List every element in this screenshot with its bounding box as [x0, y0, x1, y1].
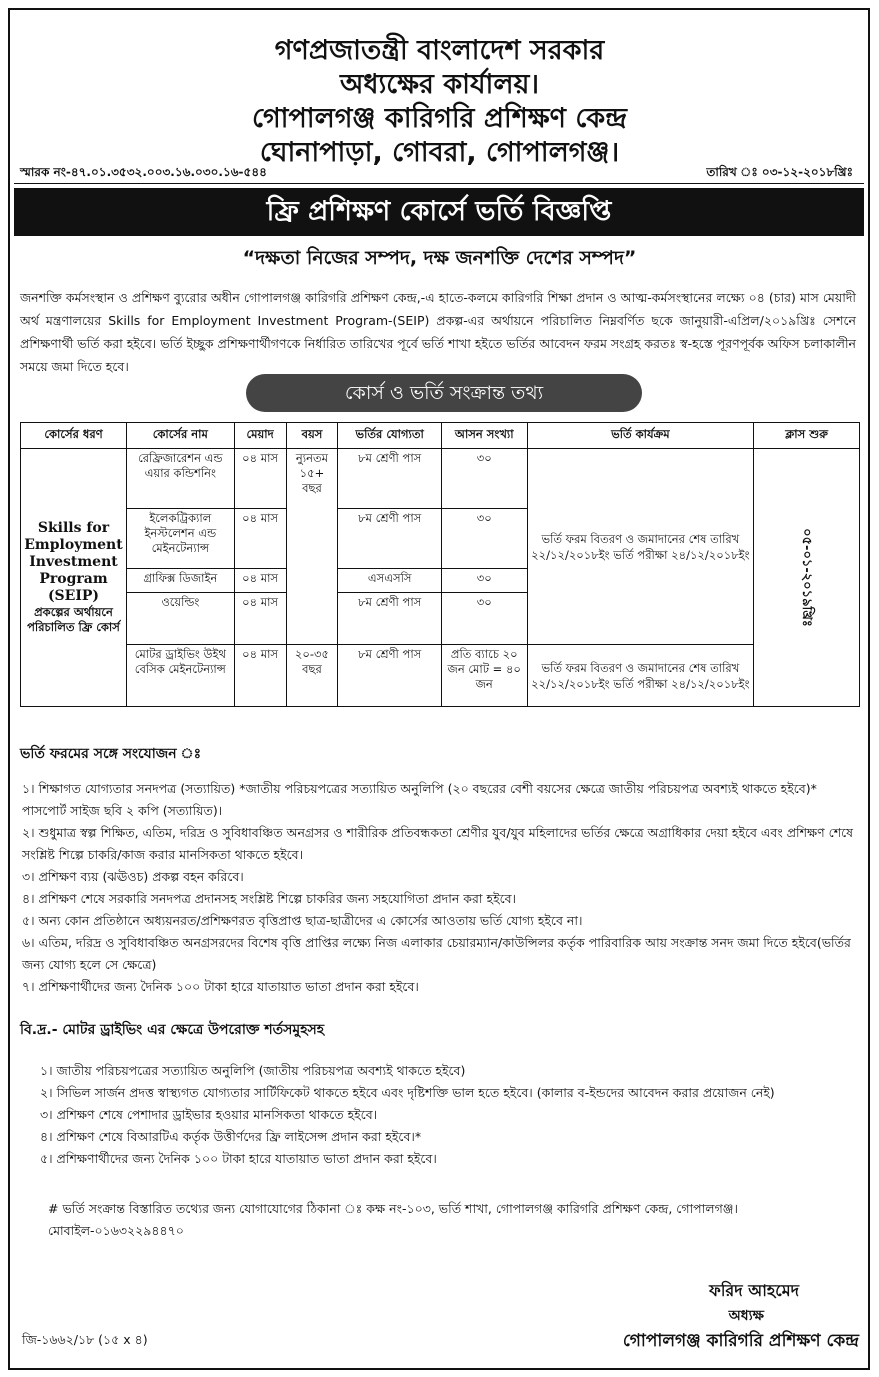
table-row — [21, 449, 860, 509]
gazette-ref: জি-১৬৬২/১৮ (১৫ x ৪) — [22, 1332, 148, 1347]
header-divider — [14, 183, 864, 184]
course-name: ওয়েল্ডিং — [126, 593, 234, 645]
col-course-name: কোর্সের নাম — [126, 423, 234, 449]
course-duration: ০৪ মাস — [234, 449, 286, 509]
course-name: মোটর ড্রাইভিং উইথ বেসিক মেইনটেন্যান্স — [126, 645, 234, 707]
col-class-start: ক্লাস শুরু — [754, 423, 860, 449]
col-seats: আসন সংখ্যা — [441, 423, 527, 449]
header-office: অধ্যক্ষের কার্যালয়। — [339, 69, 540, 100]
col-qualification: ভর্তির যোগ্যতা — [338, 423, 442, 449]
course-seats: ৩০ — [441, 509, 527, 569]
header-govt: গণপ্রজাতন্ত্রী বাংলাদেশ সরকার — [274, 35, 605, 66]
course-seats: প্রতি ব্যাচে ২০ জন মোট = ৪০ জন — [441, 645, 527, 707]
course-name: ইলেকট্রিক্যাল ইনস্টলেশন এন্ড মেইনটেন্যান্স — [126, 509, 234, 569]
signatory-title: অধ্যক্ষ — [728, 1308, 764, 1324]
program-cell — [21, 449, 127, 707]
list-item: ২। শুধুমাত্র স্বল্প শিক্ষিত, এতিম, দরিদ্র ও সুবিধাবঞ্চিত অনগ্রসর ও শারীরিক প্রতিবন্ধকতা শ্রেণীর যুব/যুব মহিলাদের ভর্তির ক্ষেত্রে অগ্রাধিকার দেয়া হইবে এবং প্রশিক্ষণ শেষে সংশ্লিষ্ট শিল্পে চাকরি/কাজ করার মানসিকতা থাকতে হইবে। — [22, 825, 854, 862]
signatory-name: ফরিদ আহমেদ — [709, 1281, 799, 1300]
list-item: ৪। প্রশিক্ষণ শেষে সরকারি সনদপত্র প্রদানসহ সংশ্লিষ্ট শিল্পে চাকরির জন্য সহযোগিতা প্রদান করা হইবে। — [22, 891, 517, 906]
list-item: ৫। প্রশিক্ষণার্থীদের জন্য দৈনিক ১০০ টাকা হারে যাতায়াত ভাতা প্রদান করা হইবে। — [40, 1151, 437, 1166]
course-info-heading: কোর্স ও ভর্তি সংক্রান্ত তথ্য — [246, 374, 642, 412]
course-seats: ৩০ — [441, 569, 527, 593]
course-duration: ০৪ মাস — [234, 645, 286, 707]
header-address: ঘোনাপাড়া, গোবরা, গোপালগঞ্জ। — [259, 137, 620, 168]
header-institute: গোপালগঞ্জ কারিগরি প্রশিক্ষণ কেন্দ্র — [251, 103, 628, 134]
signatory-org: গোপালগঞ্জ কারিগরি প্রশিক্ষণ কেন্দ্র — [622, 1331, 859, 1351]
course-duration: ০৪ মাস — [234, 569, 286, 593]
admission-info: ভর্তি ফরম বিতরণ ও জমাদানের শেষ তারিখ ২২/১২/২০১৮ইং ভর্তি পরীক্ষা ২৪/১২/২০১৮ইং — [527, 645, 754, 707]
list-item: ৬। এতিম, দরিদ্র ও সুবিধাবঞ্চিত অনগ্রসরদের বিশেষ বৃত্তি প্রাপ্তির লক্ষ্যে নিজ এলাকার চেয়ারম্যান/কাউন্সিলর কর্তৃক পারিবারিক আয় সংক্রান্ত সনদ জমা দিতে হইবে(ভর্তির জন্য যোগ্য হলে সে ক্ষেত্রে) — [22, 935, 851, 972]
course-table — [20, 422, 860, 707]
admission-info: ভর্তি ফরম বিতরণ ও জমাদানের শেষ তারিখ ২২/১২/২০১৮ইং ভর্তি পরীক্ষা ২৪/১২/২০১৮ইং — [527, 449, 754, 645]
table-header-row — [21, 423, 860, 449]
course-seats: ৩০ — [441, 593, 527, 645]
class-start-date: ০৫-০১-২০১৯খ্রিঃ — [799, 528, 815, 627]
col-admission: ভর্তি কার্যক্রম — [527, 423, 754, 449]
intro-paragraph: জনশক্তি কর্মসংস্থান ও প্রশিক্ষণ ব্যুরোর অধীন গোপালগঞ্জ কারিগরি প্রশিক্ষণ কেন্দ্র,-এ হাতে-কলমে কারিগরি শিক্ষা প্রদান ও আত্ম-কর্মসংস্থানের লক্ষ্যে ০৪ (চার) মাস মেয়াদী অর্থ মন্ত্রণালয়ের Skills for Employment Investment Program-(SEIP) প্রকল্প-এর অর্থায়নে পরিচালিত নিম্নবর্ণিত ছকে জানুয়ারী-এপ্রিল/২০১৯খ্রিঃ সেশনে প্রশিক্ষণার্থী ভর্তি করা হইবে। ভর্তি ইচ্ছুক প্রশিক্ষণার্থীগণকে নির্ধারিত তারিখের পূর্বে ভর্তি শাখা হইতে ভর্তির আবেদন ফরম সংগ্রহ করতঃ স্ব-হস্তে পূরণপূর্বক অফিস চলাকালীন সময়ে জমা দিতে হবে। — [20, 290, 856, 374]
list-item: ৪। প্রশিক্ষণ শেষে বিআরটিএ কর্তৃক উত্তীর্ণদের ফ্রি লাইসেন্স প্রদান করা হইবে।* — [40, 1129, 422, 1144]
list-item: ৫। অন্য কোন প্রতিষ্ঠানে অধ্যয়নরত/প্রশিক্ষণরত বৃত্তিপ্রাপ্ত ছাত্র-ছাত্রীদের এ কোর্সের আওতায় ভর্তি যোগ্য হইবে না। — [22, 913, 583, 928]
top-right-rule — [770, 0, 870, 10]
list-item: ১। শিক্ষাগত যোগ্যতার সনদপত্র (সত্যায়িত) *জাতীয় পরিচয়পত্রের সত্যায়িত অনুলিপি (২০ বছরের বেশী বয়সের ক্ষেত্রে জাতীয় পরিচয়পত্র অবশ্যই থাকতে হইবে)* পাসপোর্ট সাইজ ছবি ২ কপি (সত্যায়িত)। — [22, 781, 817, 818]
course-age: ২০-৩৫ বছর — [286, 645, 338, 707]
course-duration: ০৪ মাস — [234, 593, 286, 645]
course-qualification: ৮ম শ্রেণী পাস — [338, 593, 442, 645]
driving-conditions-list — [40, 1060, 860, 1170]
course-qualification: ৮ম শ্রেণী পাস — [338, 645, 442, 707]
attachments-heading: ভর্তি ফরমের সঙ্গে সংযোজন ঃ — [20, 746, 202, 762]
table-row — [21, 645, 860, 707]
course-name: রেফ্রিজারেশন এন্ড এয়ার কন্ডিশনিং — [126, 449, 234, 509]
attachments-list — [22, 778, 860, 998]
driving-note-heading: বি.দ্র.- মোটর ড্রাইভিং এর ক্ষেত্রে উপরোক্ত শর্তসমুহসহ — [20, 1022, 325, 1038]
contact-info: # ভর্তি সংক্রান্ত বিস্তারিত তথ্যের জন্য যোগাযোগের ঠিকানা ঃ কক্ষ নং-১০৩, ভর্তি শাখা, গোপালগঞ্জ কারিগরি প্রশিক্ষণ কেন্দ্র, গোপালগঞ্জ। মোবাইল-০১৬৩২২৯৪৪৭০ — [48, 1201, 738, 1238]
list-item: ২। সিভিল সার্জন প্রদত্ত স্বাস্থ্যগত যোগ্যতার সার্টিফিকেট থাকতে হইবে এবং দৃষ্টিশক্তি ভাল হতে হইবে। (কালার ব-ইন্ডদের আবেদন করার প্রয়োজন নেই) — [40, 1085, 775, 1100]
list-item: ১। জাতীয় পরিচয়পত্রের সত্যায়িত অনুলিপি (জাতীয় পরিচয়পত্র অবশ্যই থাকতে হইবে) — [40, 1063, 466, 1078]
col-duration: মেয়াদ — [234, 423, 286, 449]
list-item: ৩। প্রশিক্ষণ ব্যয় (ঝঊওচ) প্রকল্প বহন করিবে। — [22, 869, 244, 884]
list-item: ৩। প্রশিক্ষণ শেষে পেশাদার ড্রাইভার হওয়ার মানসিকতা থাকতে হইবে। — [40, 1107, 378, 1122]
col-age: বয়স — [286, 423, 338, 449]
program-name-en: Skills for Employment Investment Program (SEIP) — [24, 520, 123, 604]
notice-title-banner: ফ্রি প্রশিক্ষণ কোর্সে ভর্তি বিজ্ঞপ্তি — [14, 188, 864, 236]
memo-number: স্মারক নং-৪৭.০১.৩৫৩২.০০৩.১৬.০৩০.১৬-৫৪৪ — [20, 165, 267, 179]
notice-date: তারিখ ঃ ০৩-১২-২০১৮খ্রিঃ — [706, 165, 853, 179]
course-qualification: ৮ম শ্রেণী পাস — [338, 449, 442, 509]
course-seats: ৩০ — [441, 449, 527, 509]
program-name-bn: প্রকল্পের অর্থায়নে পরিচালিত ফ্রি কোর্স — [27, 605, 120, 634]
course-duration: ০৪ মাস — [234, 509, 286, 569]
course-qualification: এসএসসি — [338, 569, 442, 593]
list-item: ৭। প্রশিক্ষণার্থীদের জন্য দৈনিক ১০০ টাকা হারে যাতায়াত ভাতা প্রদান করা হইবে। — [22, 979, 419, 994]
class-start-cell — [754, 449, 860, 707]
col-course-type: কোর্সের ধরণ — [21, 423, 127, 449]
motto: “দক্ষতা নিজের সম্পদ, দক্ষ জনশক্তি দেশের সম্পদ” — [242, 247, 637, 269]
course-name: গ্রাফিক্স ডিজাইন — [126, 569, 234, 593]
age-min: ন্যুনতম ১৫+ বছর — [286, 449, 338, 645]
course-qualification: ৮ম শ্রেণী পাস — [338, 509, 442, 569]
